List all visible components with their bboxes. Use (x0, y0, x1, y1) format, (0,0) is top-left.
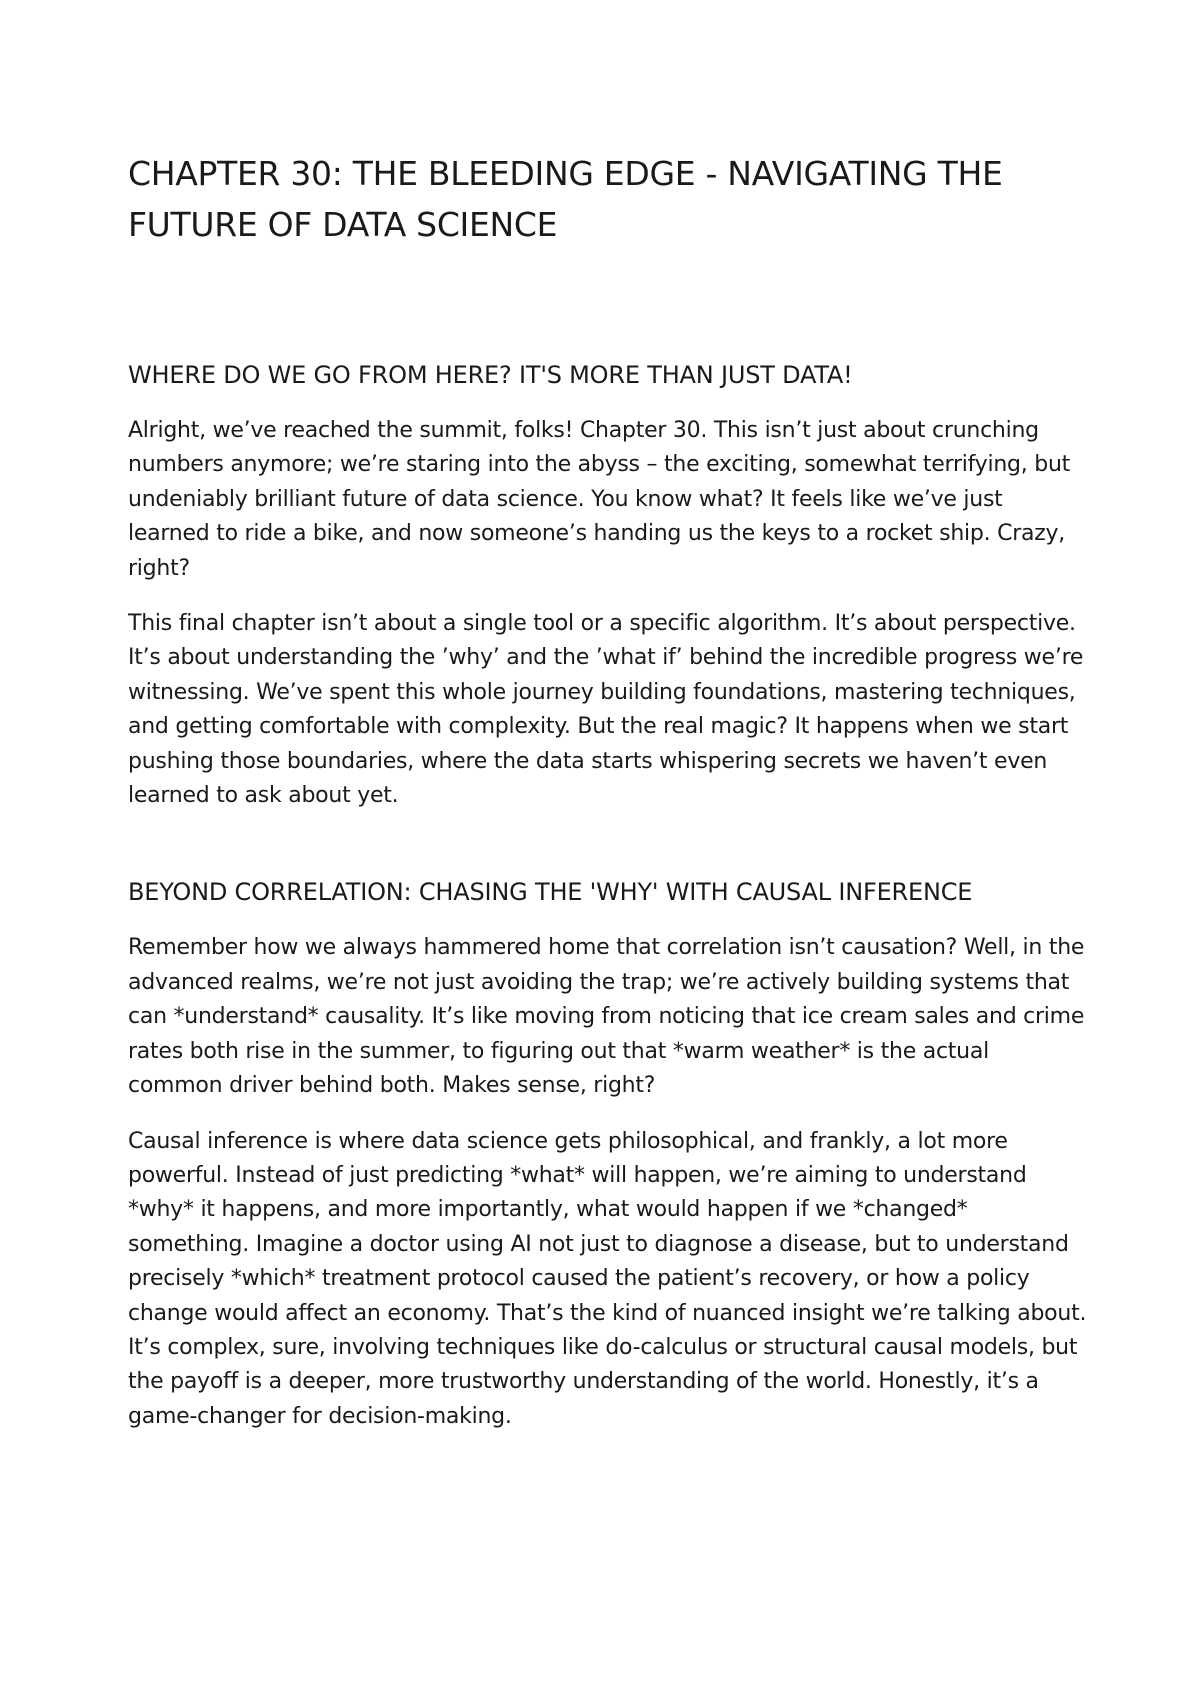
paragraph-perspective: This final chapter isn’t about a single tool or a specific algorithm. It’s about perspective. It’s about understanding the ’why’ and the ’what if’ behind the incredible progress we’re witnessing. We’ve spent this whole journey building foundations, mastering techniques, and getting comfortable with complexity. But the real magic? It happens when we start pushing those boundaries, where the data starts whispering secrets we haven’t even learned to ask about yet. (128, 611, 1084, 809)
paragraph-causal-inference: Causal inference is where data science gets philosophical, and frankly, a lot more powerful. Instead of just predicting *what* will happen, we’re aiming to understand *why* it happens, and more importantly, what would happen if we *changed* something. Imagine a doctor using AI not just to diagnose a disease, but to understand precisely *which* treatment protocol caused the patient’s recovery, or how a policy change would affect an economy. That’s the kind of nuanced insight we’re talking about. It’s complex, sure, involving techniques like do-calculus or structural causal models, but the payoff is a deeper, more trustworthy understanding of the world. Honestly, it’s a game-changer for decision-making. (128, 1128, 1087, 1429)
section-heading-beyond-correlation: BEYOND CORRELATION: CHASING THE 'WHY' WITH CAUSAL INFERENCE (128, 878, 973, 907)
paragraph-summit: Alright, we’ve reached the summit, folks! Chapter 30. This isn’t just about crunching numbers anymore; we’re staring into the abyss – the exciting, somewhat terrifying, but undeniably brilliant future of data science. You know what? It feels like we’ve just learned to ride a bike, and now someone’s handing us the keys to a rocket ship. Crazy, right? (128, 418, 1071, 581)
section-heading-where-do-we-go: WHERE DO WE GO FROM HERE? IT'S MORE THAN JUST DATA! (128, 361, 853, 389)
chapter-title: CHAPTER 30: THE BLEEDING EDGE - NAVIGATING THE FUTURE OF DATA SCIENCE (128, 154, 1003, 244)
paragraph-correlation: Remember how we always hammered home that correlation isn’t causation? Well, in the advanced realms, we’re not just avoiding the trap; we’re actively building systems that can *understand* causality. It’s like moving from noticing that ice cream sales and crime rates both rise in the summer, to figuring out that *warm weather* is the actual common driver behind both. Makes sense, right? (128, 935, 1085, 1099)
document-page (128, 148, 1088, 1434)
